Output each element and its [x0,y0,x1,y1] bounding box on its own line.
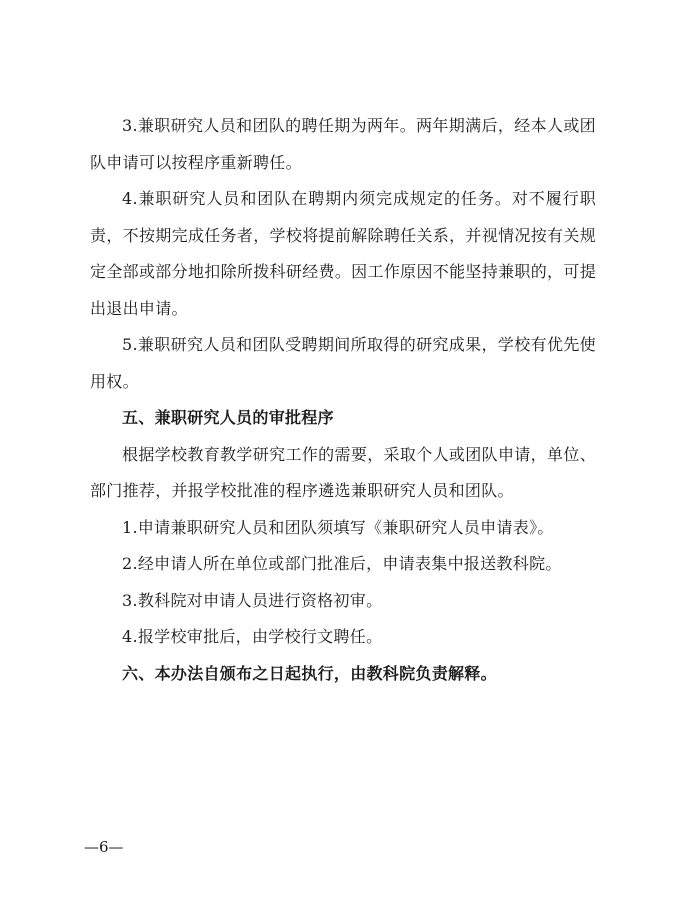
paragraph-selection-procedure: 根据学校教育教学研究工作的需要，采取个人或团队申请，单位、部门推荐，并报学校批准的程序遴选兼职研究人员和团队。 [90,444,596,500]
section-heading-effective-date: 六、本办法自颁布之日起执行，由教科院负责解释。 [122,663,497,683]
paragraph-school-approval: 4.报学校审批后，由学校行文聘任。 [122,627,383,646]
paragraph-department-approval: 2.经申请人所在单位或部门批准后，申请表集中报送教科院。 [122,554,562,573]
document-body [90,108,596,692]
paragraph-research-results: 5.兼职研究人员和团队受聘期间所取得的研究成果，学校有优先使用权。 [90,335,596,391]
paragraph-application-form: 1.申请兼职研究人员和团队须填写《兼职研究人员申请表》。 [122,517,554,537]
paragraph-preliminary-review: 3.教科院对申请人员进行资格初审。 [122,590,383,610]
paragraph-task-completion: 4.兼职研究人员和团队在聘期内须完成规定的任务。对不履行职责，不按期完成任务者，学校将提前解除聘任关系，并视情况按有关规定全部或部分地扣除所拨科研经费。因工作原因不能坚持兼职的，可提出退出申请。 [90,189,596,318]
page-number: —6— [84,838,124,856]
paragraph-term-renewal: 3.兼职研究人员和团队的聘任期为两年。两年期满后，经本人或团队申请可以按程序重新聘任。 [90,116,596,172]
section-heading-approval-procedure: 五、兼职研究人员的审批程序 [122,408,334,427]
